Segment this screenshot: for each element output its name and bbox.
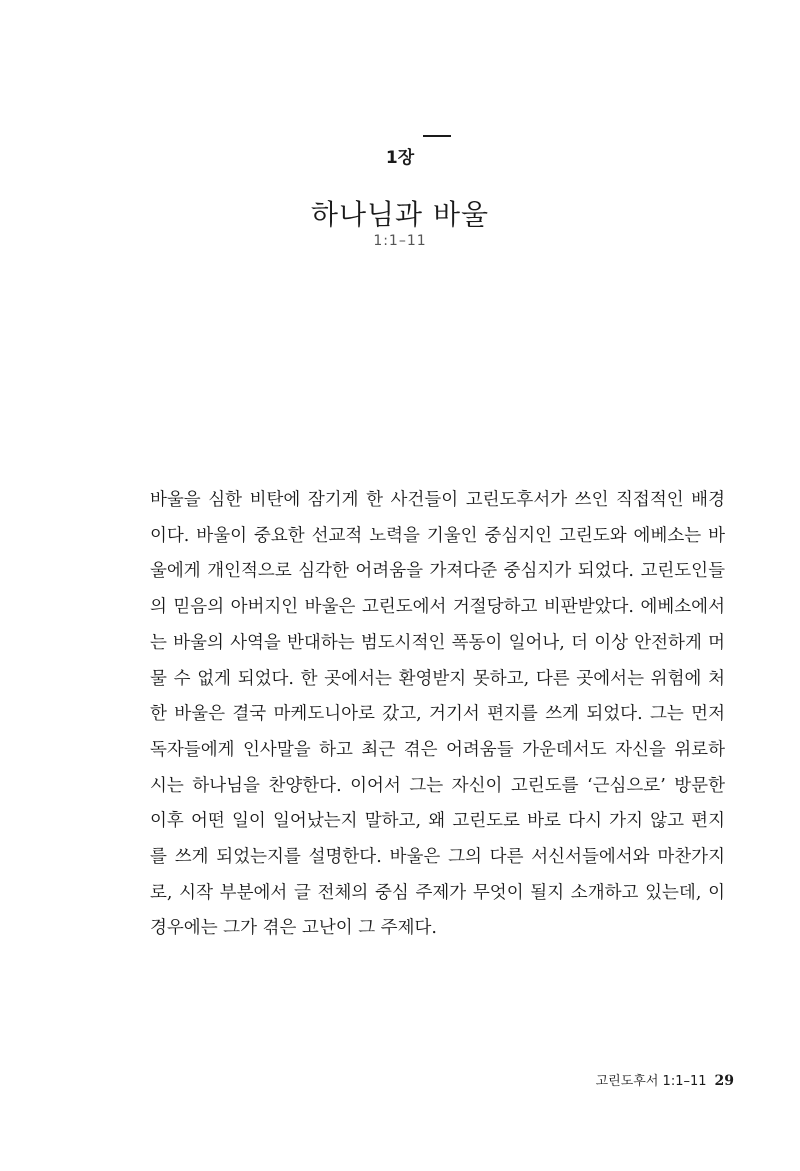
chapter-verse-range: 1:1–11 [373,233,427,249]
body-line: 는 바울의 사역을 반대하는 범도시적인 폭동이 일어나, 더 이상 안전하게 머 [150,632,725,653]
body-line: 의 믿음의 아버지인 바울은 고린도에서 거절당하고 비판받았다. 에베소에서 [150,597,725,618]
page-footer [596,1070,734,1089]
body-line: 울에게 개인적으로 심각한 어려움을 가져다준 중심지가 되었다. 고린도인들 [150,561,725,582]
body-paragraph [150,483,725,947]
body-line: 바울을 심한 비탄에 잠기게 한 사건들이 고린도후서가 쓰인 직접적인 배경 [150,490,725,510]
body-line: 시는 하나님을 찬양한다. 이어서 그는 자신이 고린도를 ‘근심으로’ 방문한 [150,775,725,796]
body-line: 경우에는 그가 겪은 고난이 그 주제다. [150,918,437,939]
body-line: 를 쓰게 되었는지를 설명한다. 바울은 그의 다른 서신서들에서와 마찬가지 [150,847,725,868]
body-line: 이후 어떤 일이 일어났는지 말하고, 왜 고린도로 바로 다시 가지 않고 편지 [150,811,725,832]
chapter-label: 1장 [385,148,415,168]
chapter-title: 하나님과 바울 [310,198,490,231]
running-head: 고린도후서 1:1–11 [595,1074,707,1089]
chapter-rule [423,135,451,137]
body-line: 독자들에게 인사말을 하고 최근 겪은 어려움들 가운데서도 자신을 위로하 [150,739,725,760]
body-line: 이다. 바울이 중요한 선교적 노력을 기울인 중심지인 고린도와 에베소는 바 [150,525,725,546]
body-line: 한 바울은 결국 마케도니아로 갔고, 거기서 편지를 쓰게 되었다. 그는 먼저 [150,704,725,725]
page-number: 29 [714,1073,734,1089]
body-line: 로, 시작 부분에서 글 전체의 중심 주제가 무엇이 될지 소개하고 있는데, 이 [150,882,725,903]
body-line: 물 수 없게 되었다. 한 곳에서는 환영받지 못하고, 다른 곳에서는 위험에 처 [150,668,725,689]
